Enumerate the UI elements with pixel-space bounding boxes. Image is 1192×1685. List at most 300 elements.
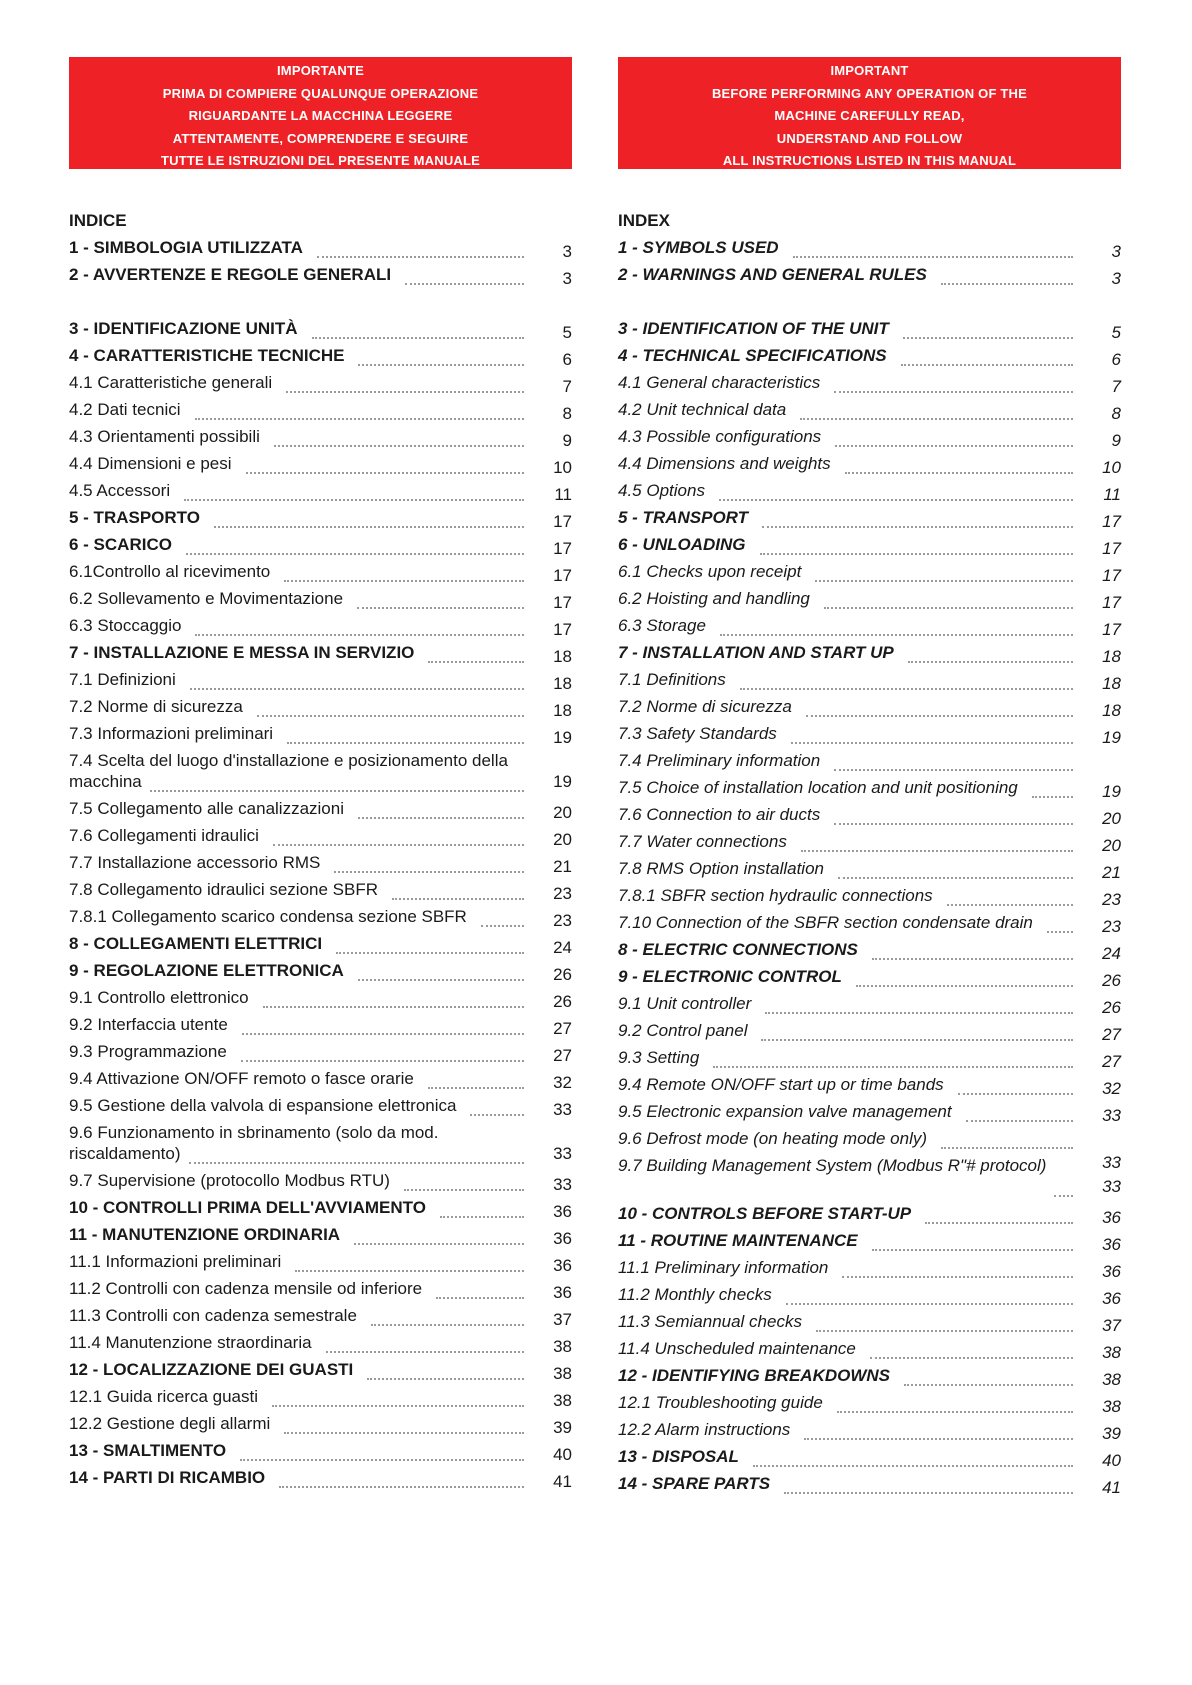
toc-entry[interactable]	[618, 342, 1121, 369]
leader-dots	[240, 1459, 524, 1461]
toc-page-number: 9	[1111, 431, 1121, 450]
leader-dots	[367, 1378, 524, 1380]
toc-entry[interactable]	[69, 504, 572, 531]
toc-entry[interactable]	[69, 369, 572, 396]
toc-entry-title: 6.1Controllo al ricevimento	[69, 562, 271, 581]
toc-entry[interactable]	[69, 1329, 572, 1356]
leader-dots	[958, 1093, 1073, 1095]
toc-entry-title: 12.2 Gestione degli allarmi	[69, 1414, 271, 1433]
toc-page-number: 23	[553, 884, 572, 903]
toc-entry[interactable]	[618, 1071, 1121, 1098]
leader-dots	[1032, 796, 1073, 798]
leader-dots	[336, 952, 524, 954]
toc-entry[interactable]	[618, 1362, 1121, 1389]
toc-page-number: 38	[553, 1337, 572, 1356]
leader-dots	[295, 1270, 524, 1272]
toc-list-english	[618, 234, 1121, 1497]
toc-entry[interactable]	[69, 423, 572, 450]
leader-dots	[804, 1438, 1073, 1440]
toc-page-number: 23	[1102, 917, 1121, 936]
toc-entry-title: 5 - TRANSPORT	[618, 508, 749, 527]
toc-page-number: 19	[1102, 728, 1121, 747]
toc-entry-title: 9 - REGOLAZIONE ELETTRONICA	[69, 961, 344, 980]
toc-entry[interactable]	[69, 1356, 572, 1383]
toc-page-number: 32	[553, 1073, 572, 1092]
leader-dots	[190, 688, 524, 690]
toc-entry-title: 11.3 Controlli con cadenza semestrale	[69, 1306, 357, 1325]
toc-entry[interactable]	[618, 747, 1121, 774]
toc-entry-title: 7.7 Installazione accessorio RMS	[69, 853, 321, 872]
toc-page-number: 21	[1102, 863, 1121, 882]
toc-entry[interactable]	[618, 1125, 1121, 1152]
toc-entry-title: 11 - ROUTINE MAINTENANCE	[618, 1231, 858, 1250]
leader-dots	[195, 634, 524, 636]
toc-page-number: 38	[1102, 1370, 1121, 1389]
toc-entry[interactable]	[618, 1200, 1121, 1227]
toc-page-number: 26	[1102, 998, 1121, 1017]
leader-dots	[358, 979, 524, 981]
toc-page-number: 18	[1102, 674, 1121, 693]
toc-entry[interactable]	[69, 531, 572, 558]
toc-page-number: 24	[553, 938, 572, 957]
toc-entry-title: 6.1 Checks upon receipt	[618, 562, 802, 581]
index-heading: INDICE	[69, 211, 127, 230]
toc-page-number: 38	[1102, 1343, 1121, 1362]
toc-entry[interactable]	[69, 1464, 572, 1491]
leader-dots	[272, 1405, 524, 1407]
toc-entry[interactable]	[618, 531, 1121, 558]
toc-entry[interactable]	[618, 1017, 1121, 1044]
toc-entry-title: 6.2 Hoisting and handling	[618, 589, 810, 608]
leader-dots	[941, 283, 1073, 285]
leader-dots	[481, 925, 524, 927]
toc-entry[interactable]	[69, 1092, 572, 1119]
banner-line: ATTENTAMENTE, COMPRENDERE E SEGUIRE	[172, 130, 469, 146]
toc-entry[interactable]	[69, 822, 572, 849]
leader-dots	[872, 1249, 1073, 1251]
toc-entry[interactable]	[618, 477, 1121, 504]
toc-entry[interactable]	[69, 234, 572, 261]
leader-dots	[184, 499, 524, 501]
toc-entry-title: 6.2 Sollevamento e Movimentazione	[69, 589, 344, 608]
toc-entry[interactable]	[69, 1383, 572, 1410]
toc-entry[interactable]	[69, 1248, 572, 1275]
toc-entry[interactable]	[69, 477, 572, 504]
toc-entry-title: 4.3 Possible configurations	[618, 427, 822, 446]
leader-dots	[815, 580, 1073, 582]
toc-entry[interactable]	[618, 936, 1121, 963]
toc-entry-title: 4.1 Caratteristiche generali	[69, 373, 273, 392]
toc-entry[interactable]	[69, 261, 572, 288]
leader-dots	[845, 472, 1073, 474]
leader-dots	[837, 1411, 1073, 1413]
toc-entry-title: 9 - ELECTRONIC CONTROL	[618, 967, 842, 986]
toc-page-number: 18	[553, 674, 572, 693]
toc-entry-title: 7.5 Choice of installation location and unit positioning	[618, 778, 1018, 797]
leader-dots	[186, 553, 524, 555]
toc-entry-title: 10 - CONTROLS BEFORE START-UP	[618, 1204, 912, 1223]
toc-entry[interactable]	[69, 1221, 572, 1248]
leader-dots	[357, 607, 524, 609]
leader-dots	[242, 1033, 524, 1035]
toc-entry-title: 11.3 Semiannual checks	[618, 1312, 802, 1331]
toc-entry[interactable]	[618, 774, 1121, 801]
toc-entry[interactable]	[69, 1194, 572, 1221]
toc-page-number: 27	[553, 1019, 572, 1038]
toc-page-number: 36	[553, 1202, 572, 1221]
toc-page-number: 18	[1102, 701, 1121, 720]
toc-entry-title: 9.4 Remote ON/OFF start up or time bands	[618, 1075, 944, 1094]
toc-page-number: 39	[1102, 1424, 1121, 1443]
toc-entry[interactable]	[69, 396, 572, 423]
toc-entry-title: 7.3 Informazioni preliminari	[69, 724, 274, 743]
toc-entry-title: 6.3 Storage	[618, 616, 706, 635]
toc-entry-title: 9.3 Setting	[618, 1048, 700, 1067]
toc-entry[interactable]	[618, 693, 1121, 720]
toc-page-number: 26	[553, 992, 572, 1011]
toc-entry[interactable]	[618, 450, 1121, 477]
toc-page-number: 40	[553, 1445, 572, 1464]
toc-entry[interactable]	[618, 1389, 1121, 1416]
toc-page-number: 7	[1111, 377, 1121, 396]
toc-entry[interactable]	[69, 795, 572, 822]
toc-entry[interactable]	[69, 1065, 572, 1092]
toc-entry-title: 7.8.1 SBFR section hydraulic connections	[618, 886, 933, 905]
toc-page-number: 5	[562, 323, 572, 342]
leader-dots	[241, 1060, 524, 1062]
toc-page-number: 40	[1102, 1451, 1121, 1470]
toc-entry-title: 9.7 Building Management System (Modbus R"# protocol)	[618, 1156, 1047, 1175]
toc-entry-title: 7.8 Collegamento idraulici sezione SBFR	[69, 880, 378, 899]
toc-entry-title: 2 - AVVERTENZE E REGOLE GENERALI	[69, 265, 392, 284]
toc-page-number: 3	[562, 242, 572, 261]
leader-dots	[761, 1039, 1073, 1041]
toc-entry-title: 7.2 Norme di sicurezza	[618, 697, 792, 716]
toc-entry-title: 7 - INSTALLATION AND START UP	[618, 643, 894, 662]
toc-entry[interactable]	[69, 315, 572, 342]
toc-entry[interactable]	[618, 1044, 1121, 1071]
toc-entry-title: 11.2 Controlli con cadenza mensile od inferiore	[69, 1279, 423, 1298]
toc-page-number: 8	[1111, 404, 1121, 423]
toc-entry-title: 9.6 Defrost mode (on heating mode only)	[618, 1129, 928, 1148]
toc-page-number: 6	[562, 350, 572, 369]
toc-entry-title: 12.2 Alarm instructions	[618, 1420, 791, 1439]
toc-entry[interactable]	[618, 504, 1121, 531]
toc-page-number: 36	[1102, 1235, 1121, 1254]
toc-entry[interactable]	[618, 990, 1121, 1017]
toc-page-number: 17	[1102, 539, 1121, 558]
leader-dots	[856, 985, 1073, 987]
toc-page-number: 27	[1102, 1052, 1121, 1071]
toc-entry[interactable]	[618, 1098, 1121, 1125]
toc-page-number: 17	[1102, 620, 1121, 639]
toc-page-number: 36	[553, 1256, 572, 1275]
leader-dots	[834, 823, 1073, 825]
leader-dots	[284, 580, 524, 582]
toc-list-italian	[69, 234, 572, 1491]
toc-page-number: 33	[1102, 1177, 1121, 1196]
toc-entry[interactable]	[618, 828, 1121, 855]
leader-dots	[760, 553, 1073, 555]
leader-dots	[925, 1222, 1073, 1224]
toc-page-number: 17	[553, 512, 572, 531]
leader-dots	[436, 1297, 524, 1299]
toc-entry[interactable]	[618, 315, 1121, 342]
leader-dots	[713, 1066, 1073, 1068]
banner-line: BEFORE PERFORMING ANY OPERATION OF THE	[711, 85, 1028, 101]
toc-entry[interactable]	[618, 261, 1121, 288]
toc-entry-title: 13 - DISPOSAL	[618, 1447, 739, 1466]
toc-entry-title: 9.1 Unit controller	[618, 994, 752, 1013]
toc-entry[interactable]	[618, 639, 1121, 666]
banner-line: IMPORTANT	[830, 63, 909, 78]
toc-entry[interactable]	[69, 1038, 572, 1065]
toc-page-number: 18	[553, 647, 572, 666]
toc-entry[interactable]	[618, 369, 1121, 396]
leader-dots	[947, 904, 1073, 906]
toc-entry[interactable]	[69, 342, 572, 369]
toc-page-number: 39	[553, 1418, 572, 1437]
toc-page-number: 33	[1102, 1153, 1121, 1172]
leader-dots	[872, 958, 1073, 960]
leader-dots	[286, 391, 524, 393]
leader-dots	[870, 1357, 1073, 1359]
toc-entry[interactable]	[618, 855, 1121, 882]
toc-entry[interactable]	[618, 963, 1121, 990]
toc-entry[interactable]	[69, 747, 572, 795]
banner-line: RIGUARDANTE LA MACCHINA LEGGERE	[188, 108, 453, 123]
toc-entry[interactable]	[69, 612, 572, 639]
toc-entry[interactable]	[69, 903, 572, 930]
toc-page-number: 5	[1111, 323, 1121, 342]
toc-page-number: 11	[1103, 485, 1121, 504]
toc-entry-title: 7.5 Collegamento alle canalizzazioni	[69, 799, 344, 818]
toc-entry[interactable]	[69, 558, 572, 585]
toc-page-number: 11	[554, 485, 572, 504]
toc-page-number: 37	[1102, 1316, 1121, 1335]
toc-page-number: 37	[553, 1310, 572, 1329]
toc-entry[interactable]	[618, 1281, 1121, 1308]
toc-entry-title: 7.6 Collegamenti idraulici	[69, 826, 259, 845]
toc-entry-title: 11.1 Preliminary information	[618, 1258, 829, 1277]
toc-page-number: 17	[1102, 512, 1121, 531]
toc-entry-title: 11.4 Unscheduled maintenance	[618, 1339, 856, 1358]
toc-entry-title: 7.6 Connection to air ducts	[618, 805, 821, 824]
toc-entry[interactable]	[618, 396, 1121, 423]
leader-dots	[284, 1432, 524, 1434]
toc-page-number: 21	[553, 857, 572, 876]
toc-entry[interactable]	[69, 957, 572, 984]
toc-entry[interactable]	[69, 720, 572, 747]
toc-page-number: 41	[1102, 1478, 1121, 1497]
leader-dots	[404, 1189, 524, 1191]
toc-entry[interactable]	[618, 1470, 1121, 1497]
toc-page-number: 19	[553, 728, 572, 747]
toc-page-number: 10	[553, 458, 572, 477]
leader-dots	[317, 256, 524, 258]
toc-page-number: 41	[553, 1472, 572, 1491]
toc-entry-title: 3 - IDENTIFICAZIONE UNITÀ	[69, 319, 298, 338]
toc-entry-title: 3 - IDENTIFICATION OF THE UNIT	[618, 319, 889, 338]
toc-entry[interactable]	[618, 558, 1121, 585]
toc-page-number: 36	[553, 1229, 572, 1248]
toc-page-number: 9	[562, 431, 572, 450]
toc-page-number: 36	[1102, 1289, 1121, 1308]
toc-entry[interactable]	[618, 801, 1121, 828]
leader-dots	[326, 1351, 524, 1353]
toc-page-number: 33	[553, 1144, 572, 1163]
toc-entry[interactable]	[69, 639, 572, 666]
leader-dots	[392, 898, 524, 900]
toc-entry-title: 9.7 Supervisione (protocollo Modbus RTU)	[69, 1171, 390, 1190]
toc-entry-title: 11 - MANUTENZIONE ORDINARIA	[69, 1225, 341, 1244]
toc-page-number: 32	[1102, 1079, 1121, 1098]
leader-dots	[279, 1486, 524, 1488]
toc-entry-title: 7.8.1 Collegamento scarico condensa sezione SBFR	[69, 907, 467, 926]
toc-entry[interactable]	[618, 1335, 1121, 1362]
toc-page-number: 6	[1111, 350, 1121, 369]
leader-dots	[273, 844, 524, 846]
warning-banner-english	[618, 57, 1121, 169]
toc-page-number: 17	[553, 620, 572, 639]
toc-entry-title: 4.4 Dimensioni e pesi	[69, 454, 232, 473]
toc-entry[interactable]	[69, 1011, 572, 1038]
toc-entry[interactable]	[618, 1308, 1121, 1335]
toc-entry[interactable]	[69, 876, 572, 903]
toc-entry[interactable]	[618, 882, 1121, 909]
toc-page-number: 38	[553, 1391, 572, 1410]
leader-dots	[801, 850, 1073, 852]
toc-entry[interactable]	[618, 1416, 1121, 1443]
leader-dots	[195, 418, 524, 420]
toc-entry-title: 9.5 Electronic expansion valve management	[618, 1102, 952, 1121]
toc-page-number: 7	[562, 377, 572, 396]
leader-dots	[791, 742, 1073, 744]
toc-entry[interactable]	[69, 666, 572, 693]
leader-dots	[908, 661, 1073, 663]
toc-entry-title: 8 - ELECTRIC CONNECTIONS	[618, 940, 858, 959]
toc-page-number: 24	[1102, 944, 1121, 963]
leader-dots	[816, 1330, 1073, 1332]
toc-page-number: 17	[553, 566, 572, 585]
toc-entry-title: 7.8 RMS Option installation	[618, 859, 824, 878]
toc-entry[interactable]	[618, 1443, 1121, 1470]
toc-entry[interactable]	[618, 666, 1121, 693]
toc-entry-title: 7.2 Norme di sicurezza	[69, 697, 243, 716]
toc-entry[interactable]	[618, 909, 1121, 936]
toc-page-number: 20	[1102, 809, 1121, 828]
leader-dots	[405, 283, 524, 285]
toc-entry-title: 11.4 Manutenzione straordinaria	[69, 1333, 312, 1352]
toc-entry-title: 6 - UNLOADING	[618, 535, 746, 554]
leader-dots	[904, 1384, 1073, 1386]
toc-entry-title: 9.6 Funzionamento in sbrinamento (solo da mod. riscaldamento)	[69, 1123, 439, 1163]
toc-entry-title: 4.3 Orientamenti possibili	[69, 427, 260, 446]
leader-dots	[834, 391, 1073, 393]
toc-entry-title: 6 - SCARICO	[69, 535, 172, 554]
toc-page-number: 19	[1102, 782, 1121, 801]
index-column-italian	[69, 57, 572, 1491]
toc-entry[interactable]	[69, 1275, 572, 1302]
toc-page-number: 33	[553, 1100, 572, 1119]
leader-dots	[762, 526, 1073, 528]
toc-page-number: 17	[553, 539, 572, 558]
toc-page-number: 26	[553, 965, 572, 984]
toc-page-number: 8	[562, 404, 572, 423]
toc-entry[interactable]	[618, 234, 1121, 261]
toc-entry[interactable]	[69, 1437, 572, 1464]
toc-entry-title: 7 - INSTALLAZIONE E MESSA IN SERVIZIO	[69, 643, 415, 662]
index-heading: INDEX	[618, 211, 670, 230]
banner-line: UNDERSTAND AND FOLLOW	[776, 130, 963, 146]
toc-entry[interactable]	[618, 1227, 1121, 1254]
toc-entry[interactable]	[618, 585, 1121, 612]
toc-page-number: 33	[1102, 1106, 1121, 1125]
toc-entry-title: 9.2 Control panel	[618, 1021, 748, 1040]
toc-page-number: 27	[1102, 1025, 1121, 1044]
toc-entry[interactable]	[618, 612, 1121, 639]
toc-entry-title: 11.2 Monthly checks	[618, 1285, 772, 1304]
toc-entry-title: 2 - WARNINGS AND GENERAL RULES	[618, 265, 927, 284]
toc-entry[interactable]	[69, 984, 572, 1011]
leader-dots	[834, 769, 1073, 771]
leader-dots	[334, 871, 524, 873]
toc-entry-title: 12 - IDENTIFYING BREAKDOWNS	[618, 1366, 891, 1385]
toc-entry[interactable]	[69, 1119, 572, 1167]
toc-entry[interactable]	[618, 1254, 1121, 1281]
toc-entry[interactable]	[69, 693, 572, 720]
toc-page-number: 19	[553, 772, 572, 791]
toc-entry-title: 5 - TRASPORTO	[69, 508, 200, 527]
toc-entry-title: 4.1 General characteristics	[618, 373, 821, 392]
leader-dots	[835, 445, 1073, 447]
toc-entry[interactable]	[618, 1152, 1121, 1200]
toc-entry[interactable]	[618, 720, 1121, 747]
toc-entry[interactable]	[69, 1302, 572, 1329]
toc-entry[interactable]	[69, 849, 572, 876]
toc-entry-title: 4.5 Accessori	[69, 481, 171, 500]
toc-page-number: 36	[1102, 1262, 1121, 1281]
leader-dots	[765, 1012, 1073, 1014]
toc-entry-title: 7.4 Scelta del luogo d'installazione e posizionamento della macchina	[69, 751, 508, 791]
toc-entry-title: 9.5 Gestione della valvola di espansione elettronica	[69, 1096, 457, 1115]
toc-entry[interactable]	[69, 585, 572, 612]
toc-entry[interactable]	[618, 423, 1121, 450]
toc-entry-title: 11.1 Informazioni preliminari	[69, 1252, 282, 1271]
toc-entry-title: 9.1 Controllo elettronico	[69, 988, 249, 1007]
leader-dots	[903, 337, 1073, 339]
toc-entry-title: 1 - SIMBOLOGIA UTILIZZATA	[69, 238, 303, 257]
toc-page-number: 17	[1102, 566, 1121, 585]
toc-entry-title: 4.5 Options	[618, 481, 705, 500]
toc-entry-title: 12.1 Troubleshooting guide	[618, 1393, 823, 1412]
toc-entry-title: 12.1 Guida ricerca guasti	[69, 1387, 258, 1406]
leader-dots	[440, 1216, 524, 1218]
leader-dots	[941, 1147, 1073, 1149]
toc-entry[interactable]	[69, 1167, 572, 1194]
toc-entry[interactable]	[69, 1410, 572, 1437]
toc-entry[interactable]	[69, 930, 572, 957]
toc-page-number: 27	[553, 1046, 572, 1065]
leader-dots	[358, 364, 524, 366]
leader-dots	[263, 1006, 524, 1008]
banner-line: PRIMA DI COMPIERE QUALUNQUE OPERAZIONE	[162, 85, 479, 101]
toc-page-number: 3	[1111, 242, 1121, 261]
banner-line: ALL INSTRUCTIONS LISTED IN THIS MANUAL	[722, 153, 1017, 168]
toc-entry[interactable]	[69, 450, 572, 477]
toc-page-number: 38	[553, 1364, 572, 1383]
toc-entry-title: 8 - COLLEGAMENTI ELETTRICI	[69, 934, 323, 953]
